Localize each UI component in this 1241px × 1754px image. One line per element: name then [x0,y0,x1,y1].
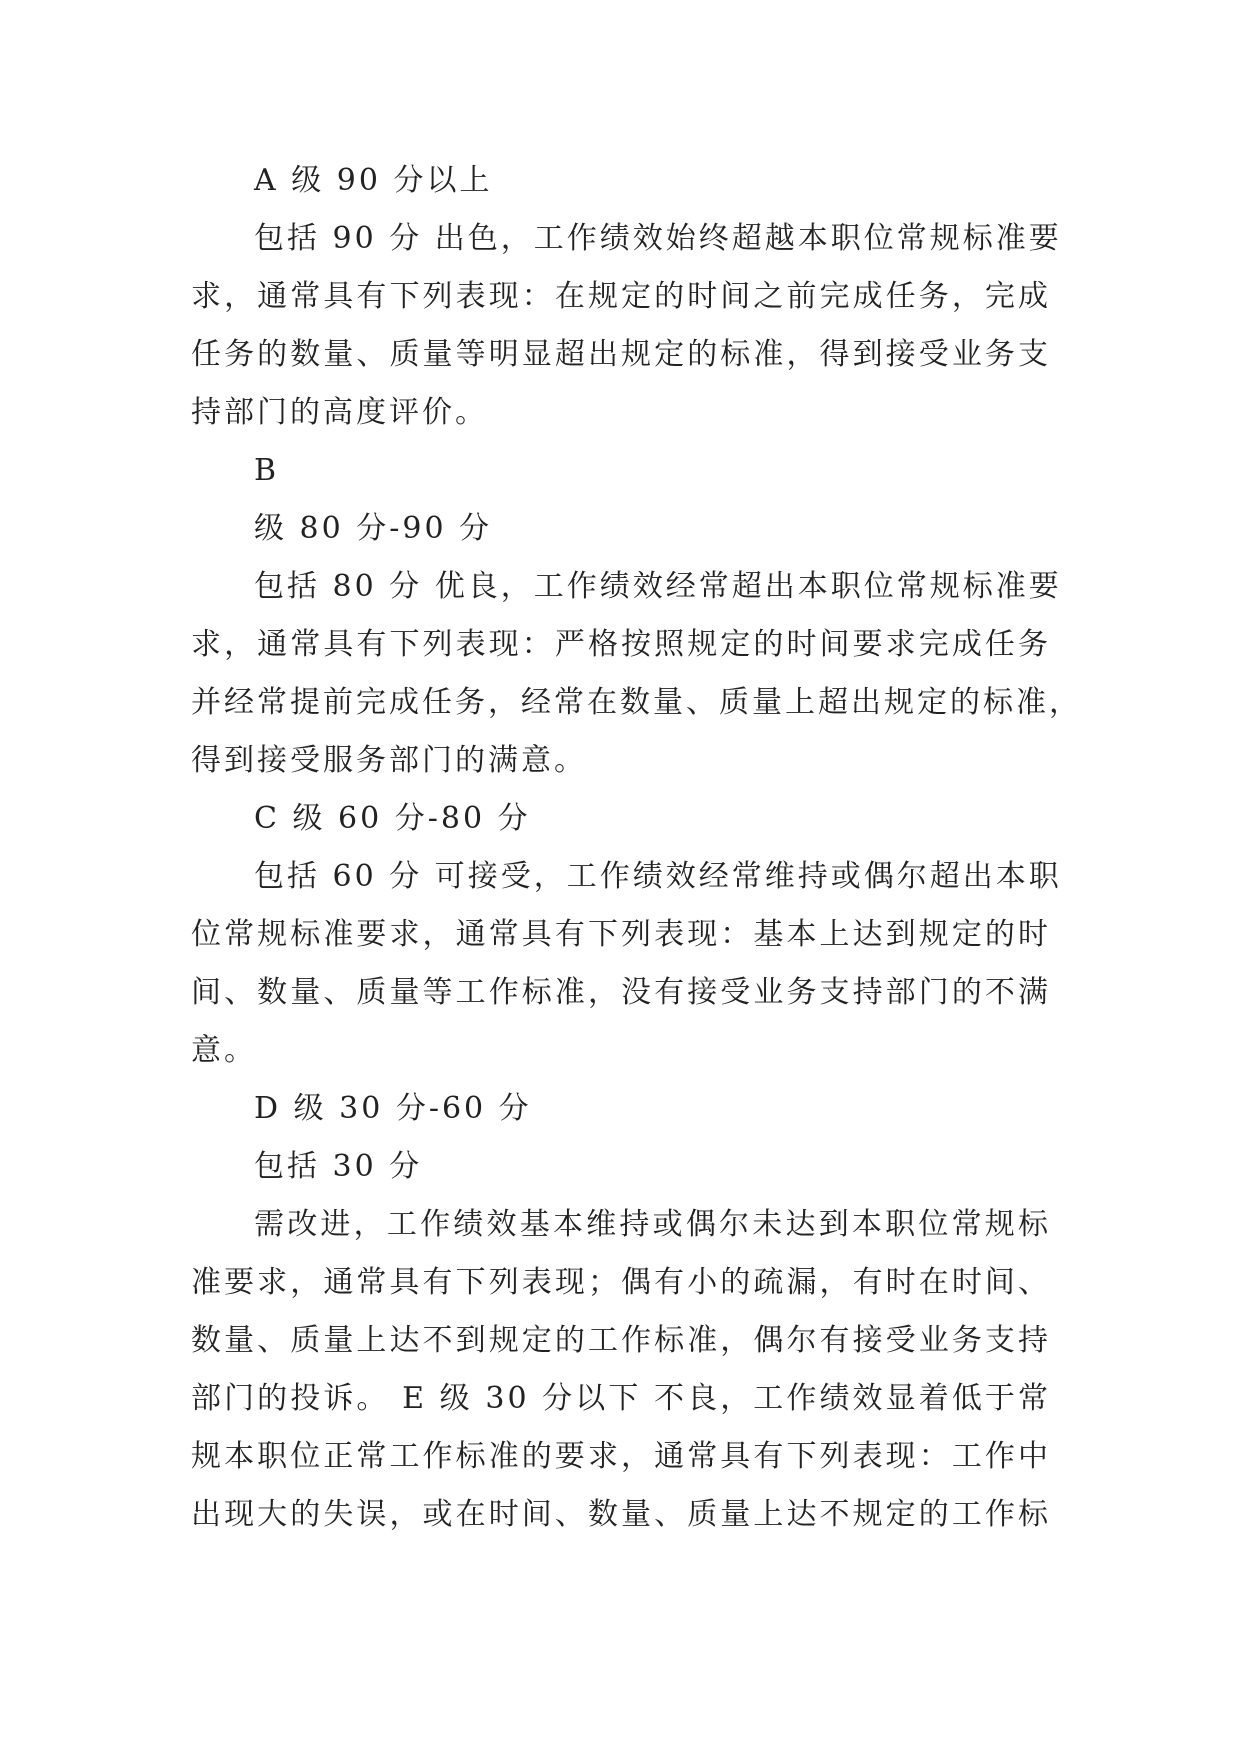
text-line: 部门的投诉。 E 级 30 分以下 不良，工作绩效显着低于常 [191,1381,1051,1416]
text-line: 任务的数量、质量等明显超出规定的标准，得到接受业务支 [191,337,1051,372]
text-line: 包括 90 分 出色，工作绩效始终超越本职位常规标准要 [254,221,1062,256]
text-line: 规本职位正常工作标准的要求，通常具有下列表现：工作中 [191,1439,1051,1474]
text-line: 并经常提前完成任务，经常在数量、质量上超出规定的标准， [191,685,1082,720]
text-line: 包括 80 分 优良，工作绩效经常超出本职位常规标准要 [254,569,1062,604]
text-line: 位常规标准要求，通常具有下列表现：基本上达到规定的时 [191,917,1051,952]
text-line: 包括 30 分 [254,1149,423,1184]
text-line: 数量、质量上达不到规定的工作标准，偶尔有接受业务支持 [191,1323,1051,1358]
grade-b-heading: 级 80 分-90 分 [254,511,493,546]
text-line: 得到接受服务部门的满意。 [191,743,587,778]
text-line: 包括 60 分 可接受，工作绩效经常维持或偶尔超出本职 [254,859,1062,894]
text-line: 求，通常具有下列表现：严格按照规定的时间要求完成任务 [191,627,1051,662]
grade-d-heading: D 级 30 分-60 分 [254,1091,532,1126]
text-line: 准要求，通常具有下列表现；偶有小的疏漏，有时在时间、 [191,1265,1051,1300]
grade-c-heading: C 级 60 分-80 分 [254,801,531,836]
grade-b-letter: B [254,453,280,488]
grade-a-heading: A 级 90 分以上 [254,163,493,198]
text-line: 意。 [191,1033,257,1068]
text-line: 间、数量、质量等工作标准，没有接受业务支持部门的不满 [191,975,1051,1010]
text-line: 出现大的失误，或在时间、数量、质量上达不规定的工作标 [191,1497,1051,1532]
text-line: 持部门的高度评价。 [191,395,488,430]
text-line: 需改进，工作绩效基本维持或偶尔未达到本职位常规标 [254,1207,1051,1242]
document-body [191,152,1082,1544]
text-line: 求，通常具有下列表现：在规定的时间之前完成任务，完成 [191,279,1051,314]
